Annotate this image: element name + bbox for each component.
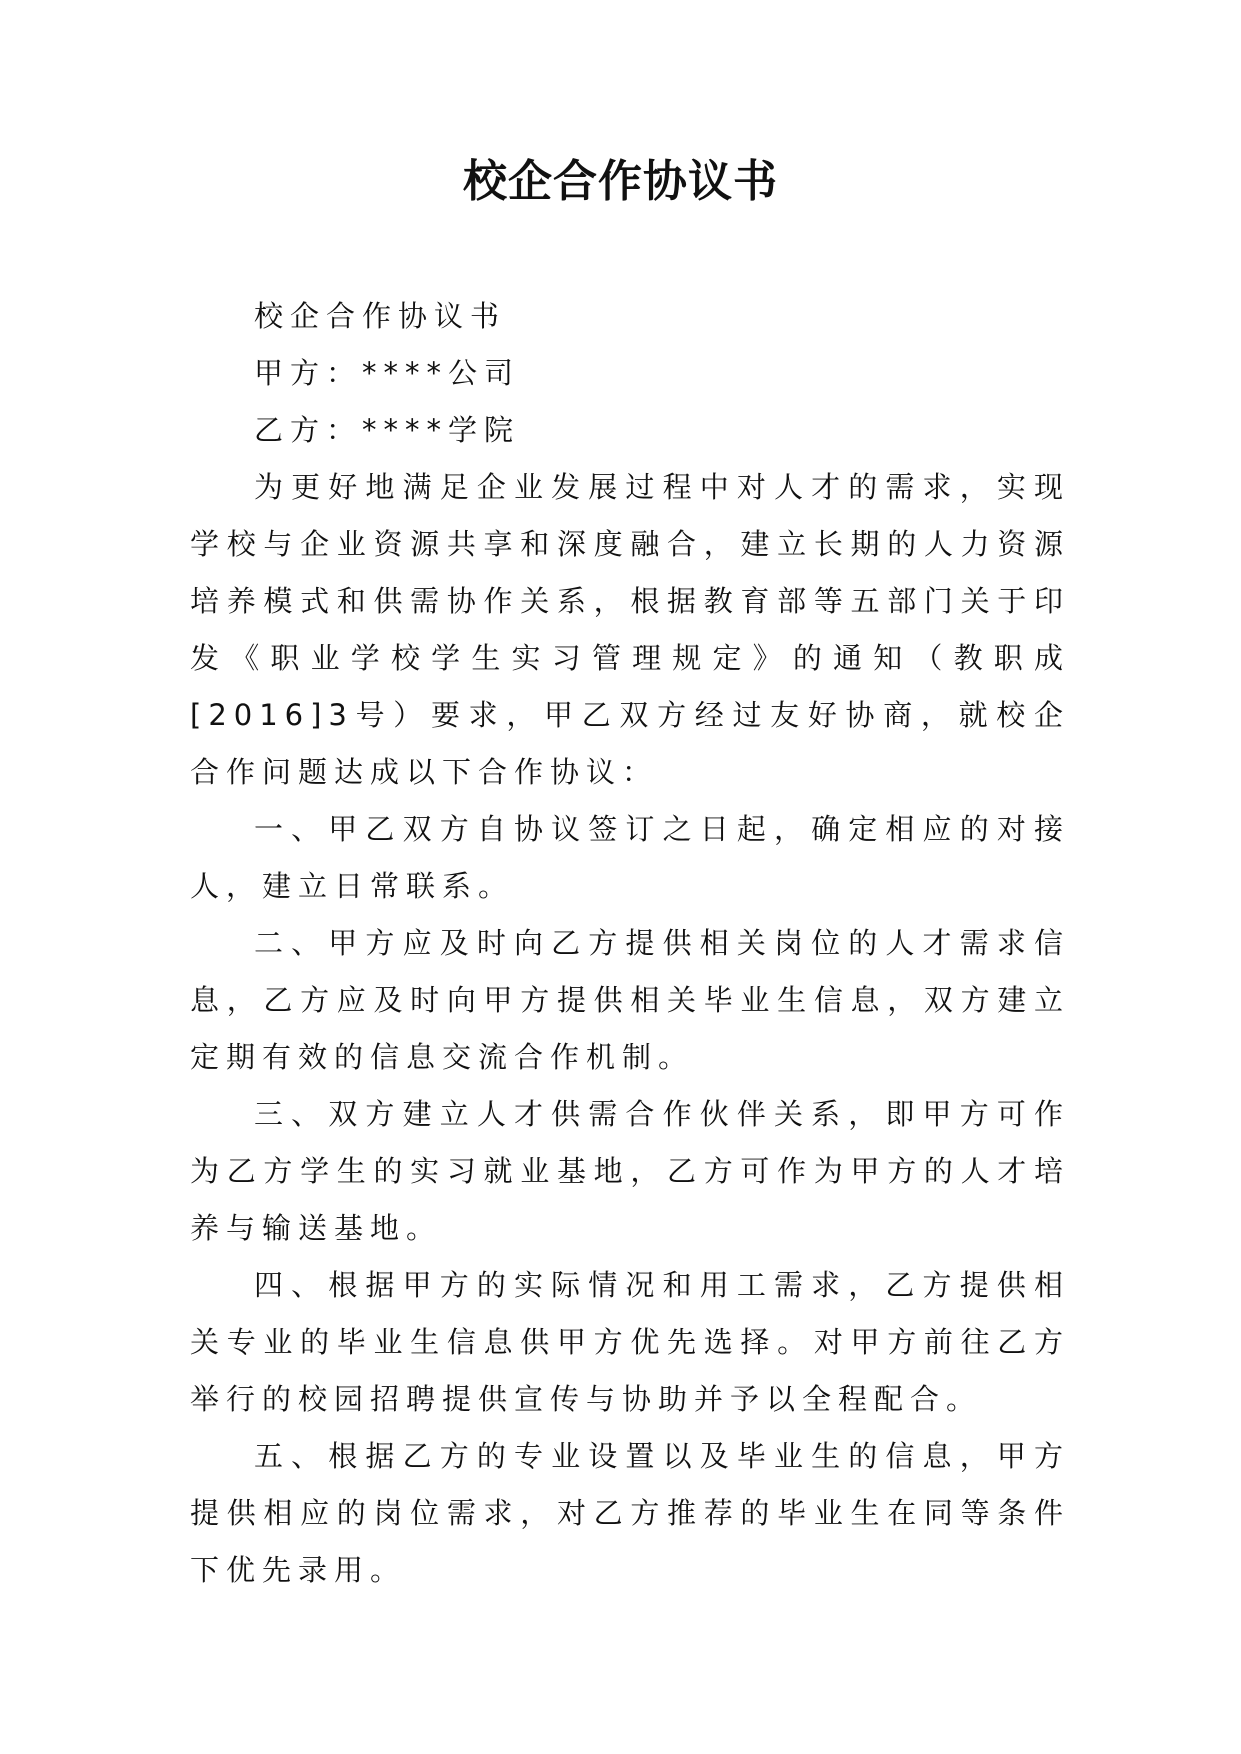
preamble-paragraph: 为更好地满足企业发展过程中对人才的需求，实现学校与企业资源共享和深度融合，建立长期的人力资源培养模式和供需协作关系，根据教育部等五部门关于印发《职业学校学生实习管理规定》的通知（教职成[2016]3号）要求，甲乙双方经过友好协商，就校企合作问题达成以下合作协议： <box>190 470 1070 789</box>
party-a-line: 甲方：****公司 <box>254 356 521 390</box>
heading-line: 校企合作协议书 <box>254 299 507 333</box>
article-3: 三、双方建立人才供需合作伙伴关系，即甲方可作为乙方学生的实习就业基地，乙方可作为甲方的人才培养与输送基地。 <box>190 1097 1070 1245</box>
party-b-line: 乙方：****学院 <box>254 413 521 447</box>
article-2: 二、甲方应及时向乙方提供相关岗位的人才需求信息，乙方应及时向甲方提供相关毕业生信息，双方建立定期有效的信息交流合作机制。 <box>190 926 1070 1074</box>
article-5: 五、根据乙方的专业设置以及毕业生的信息，甲方提供相应的岗位需求，对乙方推荐的毕业生在同等条件下优先录用。 <box>190 1439 1070 1587</box>
document-body <box>190 288 1070 1599</box>
article-1: 一、甲乙双方自协议签订之日起，确定相应的对接人，建立日常联系。 <box>190 812 1070 903</box>
document-title: 校企合作协议书 <box>463 156 778 207</box>
article-4: 四、根据甲方的实际情况和用工需求，乙方提供相关专业的毕业生信息供甲方优先选择。对甲方前往乙方举行的校园招聘提供宣传与协助并予以全程配合。 <box>190 1268 1070 1416</box>
